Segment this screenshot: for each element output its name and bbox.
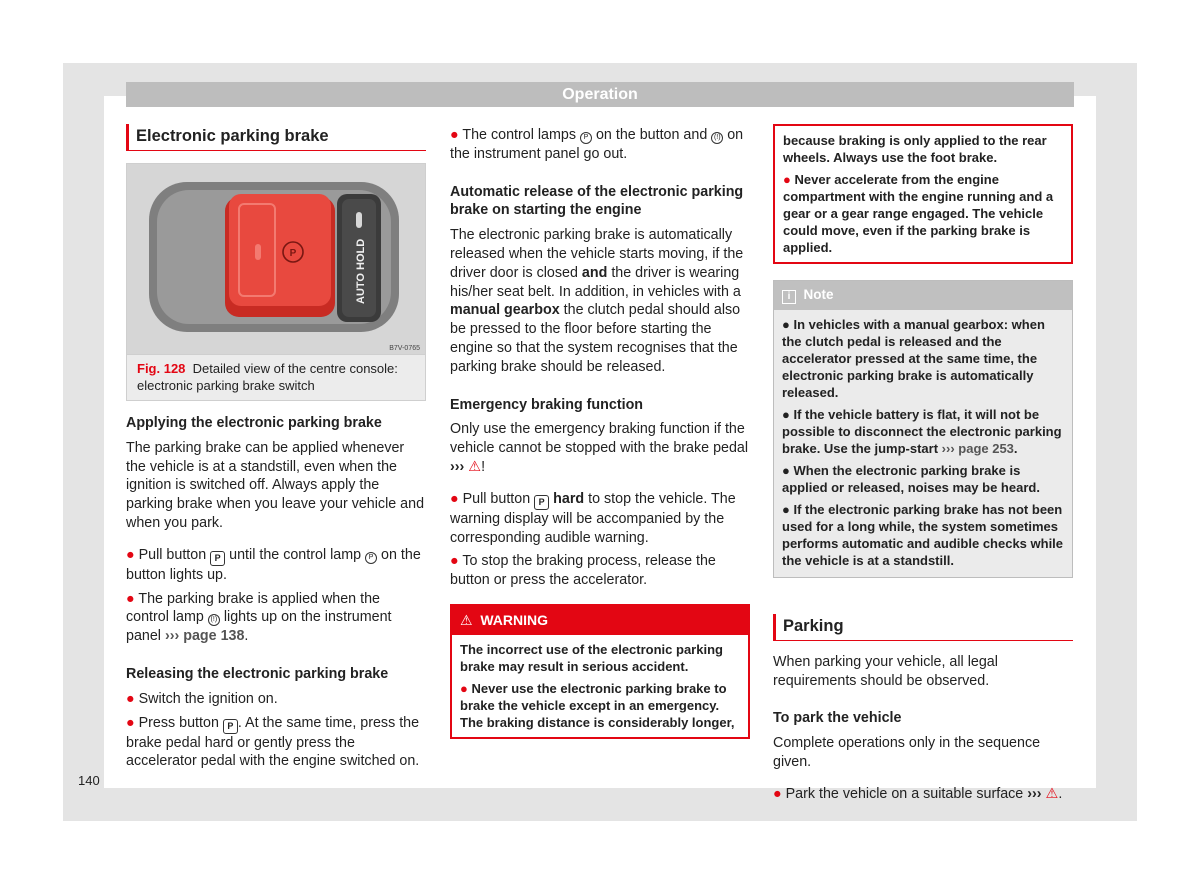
warning-title: WARNING (480, 611, 549, 628)
note-title: Note (803, 287, 834, 302)
bullet-brake-applied: ● The parking brake is applied when the control lamp (!) lights up on the instrument panel ››› page 138. (126, 590, 392, 645)
paragraph-automatic-release: The electronic parking brake is automatically released when the vehicle starts moving, if the driver door is closed and the driver is wearing his/her seat belt. In addition, in vehicles with a manual gearbox the clutch pedal should also be pressed to the floor before starting the engine so that the system recognises that the parking brake should be released. (450, 227, 744, 375)
paragraph-applying: The parking brake can be applied whenever the vehicle is at a standstill, even when the ignition is switched off. Always apply the parking brake when you leave your vehicle and when you park. (126, 439, 425, 531)
bullet-icon: ● (782, 501, 790, 517)
page-header-title: Operation (562, 86, 638, 103)
bullet-park-surface: ● Park the vehicle on a suitable surface ››› ⚠. (773, 785, 1063, 802)
figure-number: Fig. 128 (137, 361, 186, 376)
info-icon: i (782, 290, 796, 304)
paragraph-emergency-braking: Only use the emergency braking function if the vehicle cannot be stopped with the brake pedal ››› ⚠! (450, 421, 749, 475)
page-number: 140 (78, 773, 100, 788)
section-title-electronic-parking-brake: Electronic parking brake (126, 124, 426, 151)
bullet-icon: ● (450, 553, 459, 570)
heading-releasing: Releasing the electronic parking brake (126, 665, 389, 682)
page-253-link[interactable]: ››› page 253 (941, 440, 1014, 456)
bullet-press-button: ● Press button P . At the same time, press the brake pedal hard or gently press the accelerator pedal with the engine switched on. (126, 714, 420, 770)
auto-hold-label: AUTO HOLD (355, 238, 367, 304)
bullet-control-lamps-out: ● The control lamps P on the button and (!) on the instrument panel go out. (450, 127, 744, 162)
column-2 (450, 124, 750, 739)
note-bullet: ● If the vehicle battery is flat, it will not be possible to disconnect the electronic parking brake. Use the jump-start ››› page 253. (782, 406, 1062, 456)
bullet-icon: ● (782, 316, 790, 332)
bullet-icon: ● (450, 127, 459, 143)
warning-body (452, 635, 748, 737)
warning-bullet-accelerate: ● Never accelerate from the engine compartment with the engine running and a gear or a gear range engaged. The vehicle could move, even if the parking brake is applied. (783, 172, 1054, 255)
figure-caption (127, 354, 425, 400)
warning-header (452, 606, 748, 635)
paragraph-parking: When parking your vehicle, all legal requirements should be observed. (773, 653, 998, 689)
bullet-ignition-on: ● Switch the ignition on. (126, 690, 278, 707)
parking-brake-photo (127, 164, 425, 354)
bullet-icon: ● (126, 714, 135, 731)
bullet-icon: ● (126, 690, 135, 707)
parking-brake-switch-illustration (127, 164, 425, 354)
parking-button-icon: P (534, 495, 549, 510)
column-1 (126, 124, 426, 771)
bullet-icon: ● (450, 490, 459, 507)
page-138-link[interactable]: ››› page 138 (164, 628, 245, 645)
warning-continued-text: because braking is only applied to the rear wheels. Always use the foot brake. (783, 133, 1047, 165)
header-band (126, 82, 1074, 107)
control-lamp-icon: P (365, 552, 377, 564)
warning-lamp-icon: (!) (711, 132, 723, 144)
warning-paragraph: The incorrect use of the electronic parking brake may result in serious accident. (460, 641, 723, 674)
figure-128 (126, 163, 426, 401)
arrows-icon: ››› (1027, 785, 1042, 802)
bullet-pull-hard: ● Pull button P hard to stop the vehicle. The warning display will be accompanied by the corresponding audible warning. (450, 490, 736, 546)
bullet-icon: ● (126, 546, 135, 563)
heading-emergency-braking: Emergency braking function (450, 396, 644, 413)
note-bullet: ● When the electronic parking brake is applied or released, noises may be heard. (782, 462, 1040, 495)
bullet-icon: ● (783, 172, 791, 187)
warning-body-continued (775, 126, 1071, 262)
warning-triangle-icon: ⚠ (468, 458, 482, 475)
note-bullet: ● If the electronic parking brake has not been used for a long while, the system sometimes performs automatic and audible checks while the vehicle is at a standstill. (782, 501, 1064, 568)
warning-bullet: ● Never use the electronic parking brake to brake the vehicle except in an emergency. The braking distance is considerably longer, (460, 680, 735, 730)
arrows-icon: ››› (450, 458, 465, 475)
warning-box-continued (773, 124, 1073, 264)
bullet-icon: ● (460, 680, 468, 696)
section-title-parking: Parking (773, 614, 1073, 641)
heading-automatic-release: Automatic release of the electronic parking brake on starting the engine (450, 183, 744, 219)
control-lamp-icon: P (580, 132, 592, 144)
heading-applying: Applying the electronic parking brake (126, 415, 382, 431)
parking-button-icon: P (223, 719, 238, 734)
bullet-stop-braking: ● To stop the braking process, release the button or press the accelerator. (450, 553, 716, 589)
parking-button-icon: P (210, 551, 225, 566)
figure-code: B7V-0765 (389, 345, 420, 352)
note-body (774, 310, 1072, 577)
bullet-pull-button: ● Pull button P until the control lamp P on the button lights up. (126, 546, 421, 583)
bullet-icon: ● (773, 785, 782, 802)
note-bullet: ● In vehicles with a manual gearbox: when the clutch pedal is released and the accelerator pressed at the same time, the electronic parking brake is automatically released. (782, 316, 1045, 400)
bullet-icon: ● (782, 462, 790, 478)
column-3 (773, 124, 1073, 804)
bullet-icon: ● (782, 406, 790, 422)
figure-caption-text: Detailed view of the centre console: electronic parking brake switch (137, 361, 398, 393)
note-box (773, 280, 1073, 578)
bullet-icon: ● (126, 590, 135, 607)
warning-box (450, 604, 750, 739)
warning-triangle-icon: ⚠ (460, 611, 473, 628)
heading-to-park: To park the vehicle (773, 710, 902, 727)
warning-triangle-icon: ⚠ (1045, 785, 1059, 802)
warning-lamp-icon: (!) (208, 614, 220, 626)
svg-text:P: P (289, 248, 297, 259)
paragraph-to-park: Complete operations only in the sequence given. (773, 735, 1041, 770)
note-header (774, 281, 1072, 310)
